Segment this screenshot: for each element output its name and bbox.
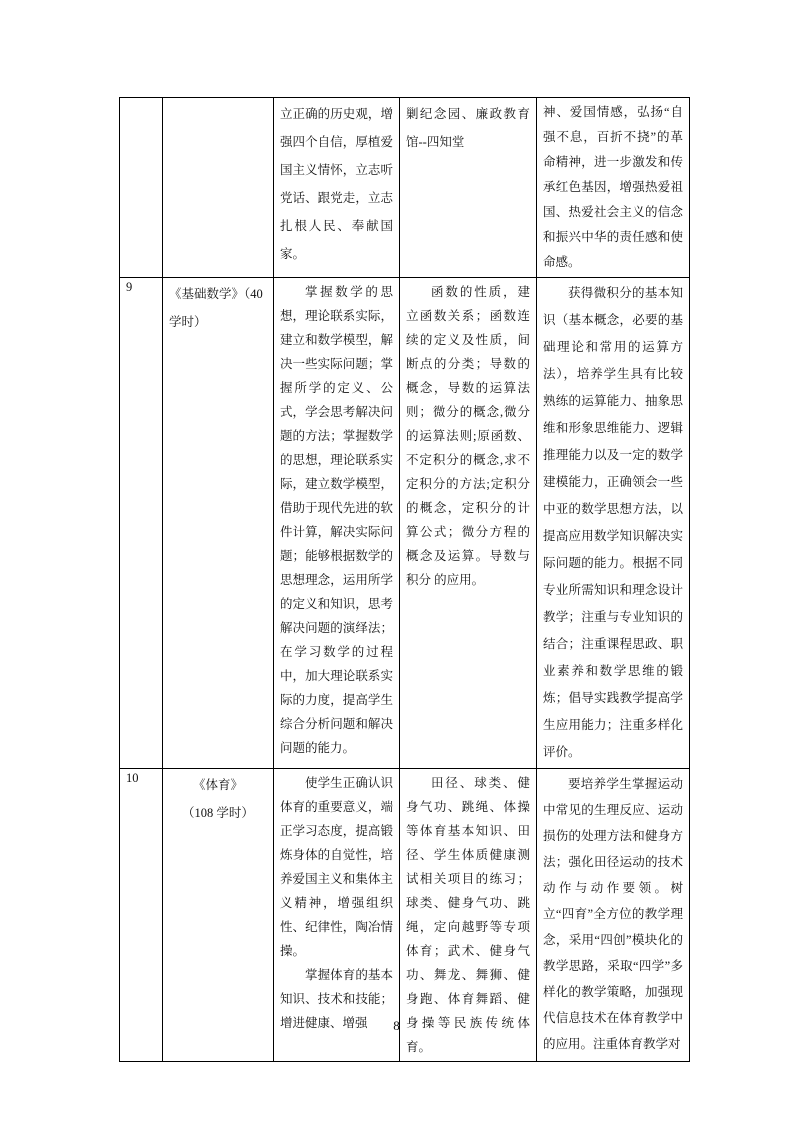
content-paragraph: 函数的性质，建立函数关系；函数连续的定义及性质，间断点的分类；导数的概念，导数的运算法则；微分的概念,微分的运算法则;原函数、不定积分的概念,求不定积分的方法;定积分的概念，定积分的计算公式；微分方程的概念及运算。导数与积分 的应用。 [406,285,530,587]
cell-teaching-content [400,278,537,769]
content-paragraph: 剿纪念园、廉政教育馆--四知堂 [406,107,530,149]
course-name-text: 《基础数学》（40 学时） [169,287,263,329]
seq-number-text: 9 [126,280,133,294]
course-hours-text: （108 学时） [182,806,254,820]
requirement-paragraph: 神、爱国情感，弘扬“自强不息，百折不挠”的革命精神，进一步激发和传承红色基因，增强热爱祖国、热爱社会主义的信念和振兴中华的责任感和使命感。 [543,105,683,269]
content-paragraph: 田径、球类、健身气功、跳绳、体操等体育基本知识、田径、学生体质健康测试相关项目的练习；球类、健身气功、跳绳，定向越野等专项体育；武术、健身气功、舞龙、舞狮、健身跑、体育舞蹈、健身操等民族传统体育。 [406,776,530,1054]
objective-paragraph: 掌握数学的思想，理论联系实际，建立和数学模型，解决一些实际问题；掌握所学的定义、公式，学会思考解决问题的方法；掌握数学的思想，理论联系实际，建立数学模型，借助于现代先进的软件计算，解决实际问题；能够根据数学的思想理念，运用所学的定义和知识，思考解决问题的演绎法；在学习数学的过程中，加大理论联系实际的力度，提高学生综合分析问题和解决问题的能力。 [280,285,393,755]
objective-paragraph: 使学生正确认识体育的重要意义，端正学习态度，提高锻炼身体的自觉性，培养爱国主义和集体主义精神，增强组织性、纪律性，陶冶情操。 [280,776,393,958]
cell-course-name [163,278,274,769]
table-row-continuation [120,98,690,278]
cell-teaching-objective [274,98,400,278]
seq-number-text: 10 [126,771,139,785]
cell-teaching-content [400,98,537,278]
cell-course-name [163,98,274,278]
course-name-text: 《体育》 [192,778,243,792]
objective-paragraph: 立正确的历史观，增强四个自信，厚植爱国主义情怀，立志听党话、跟党走，立志扎根人民、奉献国家。 [280,107,393,261]
cell-seq-number [120,278,163,769]
table-row-math [120,278,690,769]
cell-teaching-requirement [537,98,690,278]
objective-paragraph-2: 掌握体育的基本知识、技术和技能；增进健康、增强 [280,968,393,1030]
syllabus-table [119,97,690,1062]
cell-seq-number [120,98,163,278]
cell-teaching-requirement [537,278,690,769]
requirement-paragraph: 要培养学生掌握运动中常见的生理反应、运动损伤的处理方法和健身方法；强化田径运动的技术动作与动作要领。树立“四育”全方位的教学理念，采用“四创”模块化的教学思路，采取“四学”多样化的教学策略，加强现代信息技术在体育教学中的应用。注重体育教学对 [543,777,683,1051]
page-number: 8 [393,1018,400,1033]
cell-teaching-objective [274,278,400,769]
requirement-paragraph: 获得微积分的基本知识（基本概念，必要的基础理论和常用的运算方法），培养学生具有比较熟练的运算能力、抽象思维和形象思维能力、逻辑推理能力以及一定的数学建模能力，正确领会一些中亚的数学思想方法，以提高应用数学知识解决实际问题的能力。根据不同专业所需知识和理念设计教学；注重与专业知识的结合；注重课程思政、职业素养和数学思维的锻炼；倡导实践教学提高学生应用能力；注重多样化评价。 [543,286,683,759]
